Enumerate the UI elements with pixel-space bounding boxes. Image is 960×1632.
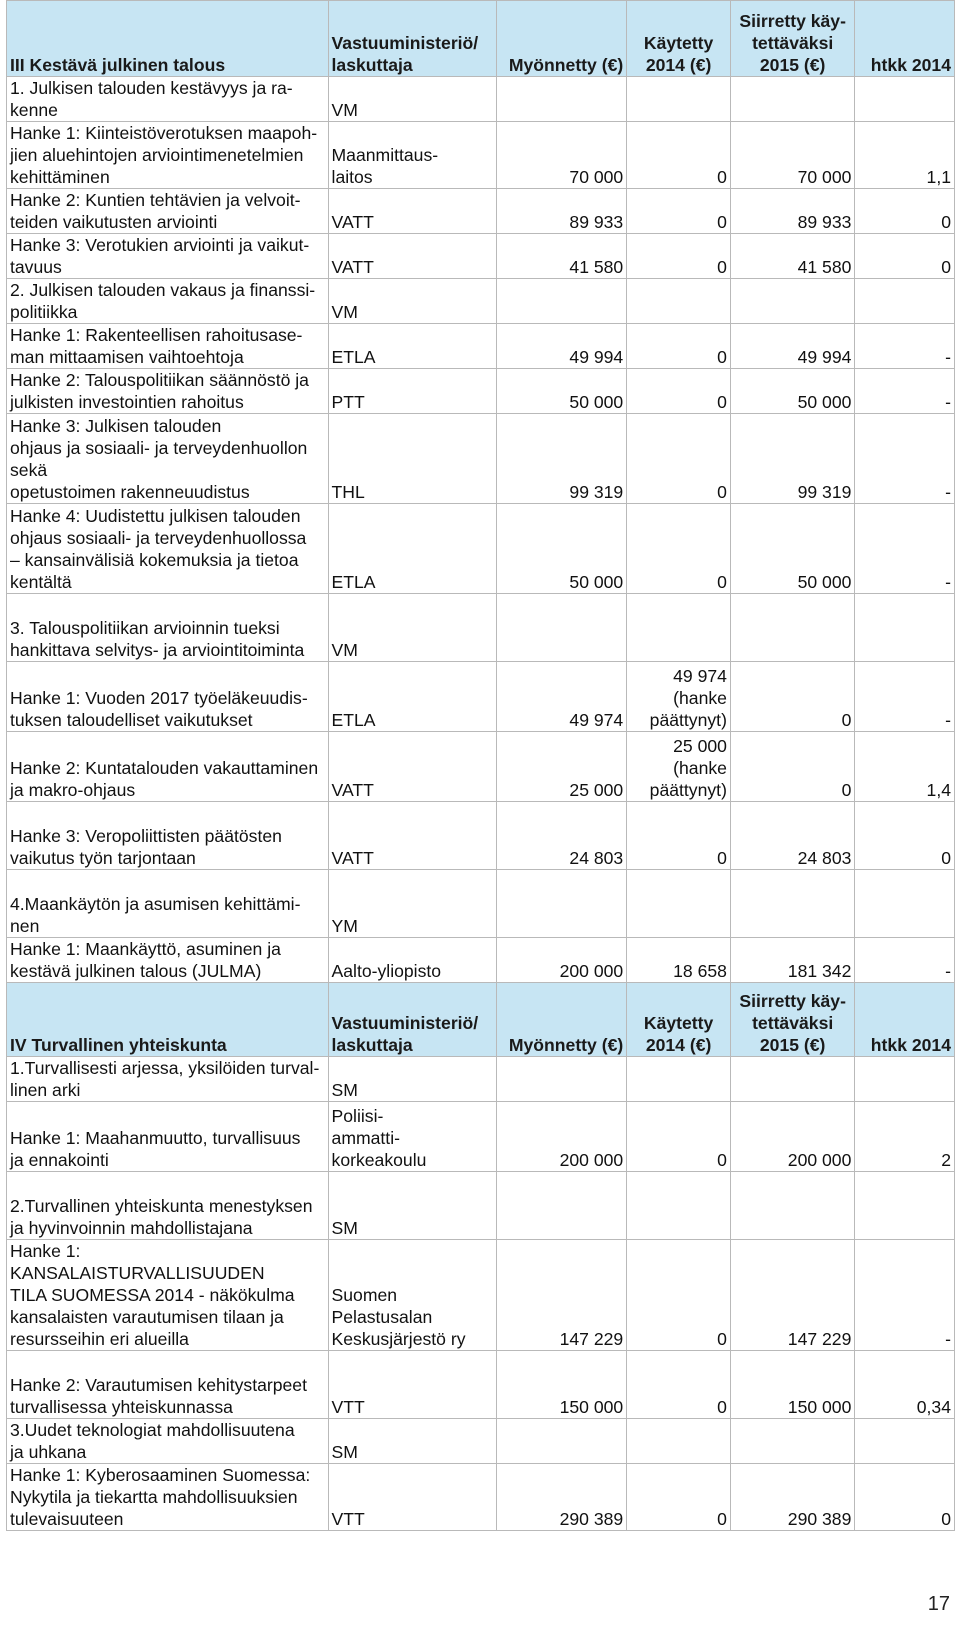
cell-htkk: - [855, 938, 955, 983]
cell-transferred: 99 319 [730, 414, 854, 504]
cell-transferred [730, 1172, 854, 1240]
cell-ministry: Maanmittaus- laitos [328, 122, 496, 189]
cell-granted: 24 803 [496, 802, 627, 870]
col-header-htkk: htkk 2014 [855, 1, 955, 77]
cell-project: Hanke 2: Kuntatalouden vakauttaminen ja makro-ohjaus [7, 732, 329, 802]
cell-project: Hanke 1: Kiinteistöverotuksen maapoh- jien aluehintojen arviointimenetelmien kehittäminen [7, 122, 329, 189]
table-row [7, 732, 955, 802]
cell-transferred [730, 279, 854, 324]
cell-project: 2.Turvallinen yhteiskunta menestyksen ja hyvinvoinnin mahdollistajana [7, 1172, 329, 1240]
page-number: 17 [927, 1593, 950, 1615]
col-header-transferred: Siirretty käy- tettäväksi 2015 (€) [730, 983, 854, 1057]
cell-used: 25 000 (hanke päättynyt) [627, 732, 731, 802]
cell-htkk [855, 1419, 955, 1464]
cell-project: Hanke 4: Uudistettu julkisen talouden ohjaus sosiaali- ja terveydenhuollossa – kansainvälisiä kokemuksia ja tietoa kentältä [7, 504, 329, 594]
cell-ministry: VTT [328, 1464, 496, 1531]
cell-used: 0 [627, 324, 731, 369]
cell-granted [496, 77, 627, 122]
cell-transferred: 49 994 [730, 324, 854, 369]
cell-project: 3.Uudet teknologiat mahdollisuutena ja uhkana [7, 1419, 329, 1464]
cell-used: 0 [627, 234, 731, 279]
table-row [7, 662, 955, 732]
cell-granted [496, 279, 627, 324]
section-title: IV Turvallinen yhteiskunta [7, 983, 329, 1057]
cell-transferred: 24 803 [730, 802, 854, 870]
table-row [7, 1172, 955, 1240]
cell-granted: 150 000 [496, 1351, 627, 1419]
col-header-ministry: Vastuuministeriö/ laskuttaja [328, 983, 496, 1057]
cell-project: 1.Turvallisesti arjessa, yksilöiden turval- linen arki [7, 1057, 329, 1102]
cell-ministry: ETLA [328, 504, 496, 594]
cell-granted [496, 1057, 627, 1102]
cell-htkk: 0 [855, 1464, 955, 1531]
cell-project: 3. Talouspolitiikan arvioinnin tueksi hankittava selvitys- ja arviointitoiminta [7, 594, 329, 662]
cell-ministry: YM [328, 870, 496, 938]
cell-project: Hanke 3: Verotukien arviointi ja vaikut- tavuus [7, 234, 329, 279]
cell-ministry: THL [328, 414, 496, 504]
cell-transferred: 89 933 [730, 189, 854, 234]
cell-used: 0 [627, 802, 731, 870]
budget-table [6, 0, 955, 1531]
cell-ministry: VM [328, 594, 496, 662]
cell-project: Hanke 1: Maankäyttö, asuminen ja kestävä julkinen talous (JULMA) [7, 938, 329, 983]
cell-ministry: SM [328, 1057, 496, 1102]
cell-granted: 50 000 [496, 369, 627, 414]
table-row [7, 504, 955, 594]
table-row [7, 1057, 955, 1102]
cell-htkk: 0,34 [855, 1351, 955, 1419]
cell-used: 0 [627, 369, 731, 414]
cell-granted: 25 000 [496, 732, 627, 802]
cell-granted: 49 974 [496, 662, 627, 732]
cell-project: Hanke 3: Veropoliittisten päätösten vaikutus työn tarjontaan [7, 802, 329, 870]
cell-htkk [855, 870, 955, 938]
cell-granted: 200 000 [496, 1102, 627, 1172]
table-row [7, 594, 955, 662]
cell-transferred: 147 229 [730, 1240, 854, 1351]
cell-project: 4.Maankäytön ja asumisen kehittämi- nen [7, 870, 329, 938]
cell-transferred: 70 000 [730, 122, 854, 189]
cell-transferred: 41 580 [730, 234, 854, 279]
cell-granted [496, 870, 627, 938]
cell-granted [496, 1419, 627, 1464]
cell-ministry: VATT [328, 234, 496, 279]
cell-project: 1. Julkisen talouden kestävyys ja ra- kenne [7, 77, 329, 122]
table-row [7, 414, 955, 504]
cell-htkk: - [855, 369, 955, 414]
table-row [7, 324, 955, 369]
cell-transferred [730, 1419, 854, 1464]
table-row [7, 279, 955, 324]
cell-htkk [855, 1057, 955, 1102]
cell-granted: 70 000 [496, 122, 627, 189]
cell-used: 0 [627, 504, 731, 594]
table-row [7, 1240, 955, 1351]
cell-used: 0 [627, 1102, 731, 1172]
cell-project: Hanke 1: Rakenteellisen rahoitusase- man mittaamisen vaihtoehtoja [7, 324, 329, 369]
table-row [7, 938, 955, 983]
cell-used: 0 [627, 189, 731, 234]
cell-granted: 49 994 [496, 324, 627, 369]
cell-used: 49 974 (hanke päättynyt) [627, 662, 731, 732]
col-header-htkk: htkk 2014 [855, 983, 955, 1057]
col-header-used: Käytetty 2014 (€) [627, 983, 731, 1057]
table-row [7, 189, 955, 234]
cell-used [627, 77, 731, 122]
cell-granted: 89 933 [496, 189, 627, 234]
table-row [7, 234, 955, 279]
cell-ministry: ETLA [328, 662, 496, 732]
cell-used [627, 870, 731, 938]
cell-transferred: 150 000 [730, 1351, 854, 1419]
cell-transferred: 50 000 [730, 369, 854, 414]
cell-ministry: Suomen Pelastusalan Keskusjärjestö ry [328, 1240, 496, 1351]
table-row [7, 369, 955, 414]
cell-project: Hanke 1: Kyberosaaminen Suomessa: Nykytila ja tiekartta mahdollisuuksien tulevaisuuteen [7, 1464, 329, 1531]
cell-ministry: SM [328, 1172, 496, 1240]
cell-used [627, 1057, 731, 1102]
cell-used [627, 594, 731, 662]
cell-htkk: - [855, 324, 955, 369]
cell-transferred: 200 000 [730, 1102, 854, 1172]
cell-ministry: VTT [328, 1351, 496, 1419]
cell-htkk: - [855, 414, 955, 504]
cell-project: 2. Julkisen talouden vakaus ja finanssi- politiikka [7, 279, 329, 324]
cell-project: Hanke 2: Varautumisen kehitystarpeet turvallisessa yhteiskunnassa [7, 1351, 329, 1419]
cell-ministry: VATT [328, 802, 496, 870]
col-header-transferred: Siirretty käy- tettäväksi 2015 (€) [730, 1, 854, 77]
cell-transferred: 290 389 [730, 1464, 854, 1531]
table-row [7, 1351, 955, 1419]
cell-used [627, 1419, 731, 1464]
cell-transferred [730, 77, 854, 122]
cell-ministry: VM [328, 77, 496, 122]
cell-transferred: 0 [730, 732, 854, 802]
cell-htkk [855, 77, 955, 122]
cell-htkk: - [855, 662, 955, 732]
cell-granted: 41 580 [496, 234, 627, 279]
cell-used: 0 [627, 1240, 731, 1351]
cell-granted [496, 1172, 627, 1240]
cell-used: 0 [627, 1464, 731, 1531]
cell-htkk [855, 279, 955, 324]
budget-table-container [6, 0, 955, 1531]
cell-htkk: - [855, 504, 955, 594]
cell-htkk: 1,4 [855, 732, 955, 802]
cell-project: Hanke 1: Vuoden 2017 työeläkeuudis- tuksen taloudelliset vaikutukset [7, 662, 329, 732]
cell-project: Hanke 1: KANSALAISTURVALLISUUDEN TILA SUOMESSA 2014 - näkökulma kansalaisten varautumisen tilaan ja resursseihin eri alueilla [7, 1240, 329, 1351]
col-header-ministry: Vastuuministeriö/ laskuttaja [328, 1, 496, 77]
cell-ministry: Aalto-yliopisto [328, 938, 496, 983]
table-row [7, 1102, 955, 1172]
cell-used [627, 1172, 731, 1240]
table-row [7, 122, 955, 189]
cell-htkk: 0 [855, 802, 955, 870]
cell-used: 18 658 [627, 938, 731, 983]
table-row [7, 77, 955, 122]
cell-transferred: 181 342 [730, 938, 854, 983]
table-row [7, 802, 955, 870]
table-row [7, 1464, 955, 1531]
cell-used: 0 [627, 414, 731, 504]
cell-granted: 290 389 [496, 1464, 627, 1531]
cell-transferred [730, 594, 854, 662]
cell-used: 0 [627, 1351, 731, 1419]
cell-project: Hanke 2: Kuntien tehtävien ja velvoit- teiden vaikutusten arviointi [7, 189, 329, 234]
cell-transferred [730, 1057, 854, 1102]
cell-transferred: 50 000 [730, 504, 854, 594]
cell-granted: 50 000 [496, 504, 627, 594]
cell-htkk [855, 1172, 955, 1240]
cell-htkk: 0 [855, 189, 955, 234]
table-row [7, 870, 955, 938]
cell-ministry: VATT [328, 732, 496, 802]
col-header-used: Käytetty 2014 (€) [627, 1, 731, 77]
cell-htkk: 2 [855, 1102, 955, 1172]
col-header-granted: Myönnetty (€) [496, 983, 627, 1057]
cell-used: 0 [627, 122, 731, 189]
section-title: III Kestävä julkinen talous [7, 1, 329, 77]
cell-htkk: - [855, 1240, 955, 1351]
cell-ministry: PTT [328, 369, 496, 414]
cell-granted: 147 229 [496, 1240, 627, 1351]
cell-granted: 99 319 [496, 414, 627, 504]
cell-project: Hanke 1: Maahanmuutto, turvallisuus ja ennakointi [7, 1102, 329, 1172]
cell-htkk: 1,1 [855, 122, 955, 189]
table-row [7, 1419, 955, 1464]
cell-ministry: SM [328, 1419, 496, 1464]
cell-used [627, 279, 731, 324]
cell-project: Hanke 2: Talouspolitiikan säännöstö ja julkisten investointien rahoitus [7, 369, 329, 414]
cell-ministry: Poliisi- ammatti- korkeakoulu [328, 1102, 496, 1172]
cell-granted: 200 000 [496, 938, 627, 983]
cell-granted [496, 594, 627, 662]
cell-htkk: 0 [855, 234, 955, 279]
section-header [7, 1, 955, 77]
cell-ministry: VM [328, 279, 496, 324]
cell-ministry: VATT [328, 189, 496, 234]
cell-project: Hanke 3: Julkisen talouden ohjaus ja sosiaali- ja terveydenhuollon sekä opetustoimen rakenneuudistus [7, 414, 329, 504]
cell-htkk [855, 594, 955, 662]
cell-transferred: 0 [730, 662, 854, 732]
col-header-granted: Myönnetty (€) [496, 1, 627, 77]
cell-ministry: ETLA [328, 324, 496, 369]
cell-transferred [730, 870, 854, 938]
section-header [7, 983, 955, 1057]
